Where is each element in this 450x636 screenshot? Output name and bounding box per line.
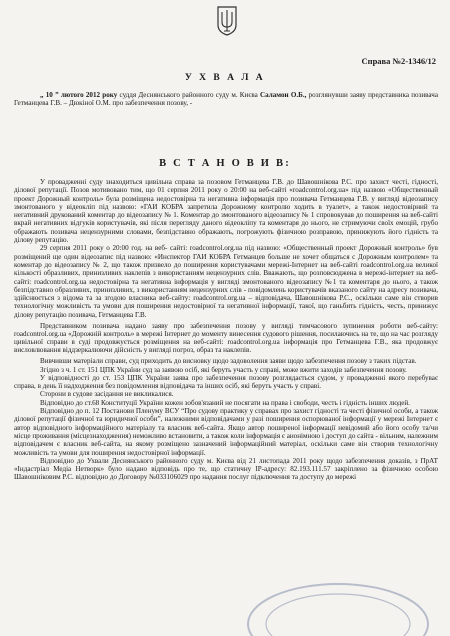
trident-emblem-icon: [216, 4, 238, 36]
paragraph: Відповідно до ст.68 Конституції України кожен зобов'язаний не посягати на права і свободи, честь і гідність інших людей.: [40, 398, 410, 407]
judge-name: Саламон О.Б.,: [260, 91, 307, 99]
ruling-body: [14, 178, 438, 482]
paragraph: Відповідно до п. 12 Постанови Пленуму ВСУ “Про судову практику у справах про захист гідності та честі фізичної особи, а також ділової репутації фізичної та юридичної особи”, належними відповідачами у разі поширення оспорюваної інформації у мережі Інтернет є автор відповідного інформаційного матеріалу та власник веб-сайта. Якщо автор поширеної інформації невідомий або його особу та/чи місце проживання (місцезнаходження) неможливо встановити, а також коли інформація є анонімною і доступ до сайта - вільним, належним відповідачем є власник веб-сайта, на якому розміщено зазначений інформаційний матеріал, оскільки саме він створив технологічну можливість та умови для поширення недостовірної інформації.: [14, 407, 438, 457]
case-number: Справа №2-1346/12: [361, 56, 436, 66]
document-title: У Х В А Л А: [184, 73, 266, 83]
paragraph: 29 серпня 2011 року о 20:00 год. на веб- сайті: roadcontrol.org.ua під назвою: «Общественный проект Дорожный контроль» був розміщений ще один відеозапис під назвою: «Инспектор ГАИ КОБРА Гетманцев больше не хочет общаться с Дорожным контролем» та коментар до відеозапису № 2, що також призвело до поширення користувачами мережі-Інтернет на веб-сайті roadcontrol.org.ua великої кількості образливих, принизливих наклепів з використанням нецензурних слів. Вважають, що розповсюджена в мережі-інтернет на веб-сайті: roadcontrol.org.ua недостовірна та негативна інформація у вигляді змонтованого відеозапису №1 та коментаря до нього, а також безпідставно образливих, принизливих, з використанням нецензурних слів - повідомлень користувачів вказаного сайту на адресу позивача, здійснюється з відома та за згодою власника веб-сайту: roadcontrol.org.ua – відповідача, Шавошнікова Р.С., оскільки саме він створив технологічну можливість та умови для поширення недостовірної та негативної інформації, такої, що ганьбить гідність, честь, принижує ділову репутацію позивача, Гетманцева Г.В.: [14, 244, 438, 319]
intro-text-a: суддя Деснянського районного суду м. Києва: [117, 91, 261, 99]
paragraph: Сторони в судове засідання не викликалися.: [40, 390, 174, 399]
paragraph: У провадженні суду знаходиться цивільна справа за позовом Гетманцева Г.В. до Шавошнікова Р.С. про захист честі, гідності, ділової репутації. Позов мотивовано тим, що 01 серпня 2011 року о 20:00 на веб-сайті «roadcontrol.org.ua» під назвою «Общественный проект Дорожный контроль» була розміщена недостовірна та негативна інформація про позивача Гетманцева Г.В. у вигляді відеозапису змонтованого у відеокліп під назвою: «ГАИ КОБРА запретила Дорожному контролю ходить в туалет», а також недостовірний та негативний друкований коментар до відеозапису № 1. Коментар до змонтованого відеозапису № 1 спровокував до поширення на веб-сайті вкрай негативних відгуків користувачів, які після перегляду даного відеокліпу та коментаря до нього, не стримуючи своїх емоцій, грубо ображають позивача нецензурними словами, безпідставно ображають, погрожують фізичною розправою, принижують його гідність та ділову репутацію.: [14, 178, 438, 245]
intro-paragraph: [14, 91, 438, 108]
paragraph: Згідно з ч. 1 ст. 151 ЦПК України суд за заявою осіб, які беруть участь у справі, може вжити заходів забезпечення позову.: [40, 365, 407, 374]
paragraph: Вивчивши матеріали справи, суд приходить до висновку щодо задоволення заяви щодо забезпечення позову з таких підстав.: [40, 357, 417, 366]
intro-text-b: розглянувши заяву представника позивача Гетманцева Г.В. – Дюкіної О.М. про забезпечення позову, -: [14, 91, 439, 108]
section-title: В С Т А Н О В И В:: [159, 158, 291, 169]
ruling-date: „ 10 ” лютого 2012 року: [40, 91, 118, 99]
paragraph: Відповідно до Ухвали Деснянського районного суду м. Києва від 21 листопада 2011 року щодо забезпечення доказів, з ПрАТ «Індастріал Медіа Нетворк» було надано відповідь про те, що статичну IP-адресу: 82.193.111.57 закріплено за фізичною особою Шавошніковим Р.С. відповідно до Договору №033106029 про надання послуг підключення та доступу до мережі: [14, 456, 438, 482]
paragraph: Представником позивача надано заяву про забезпечення позову у вигляді тимчасового зупинення роботи веб-сайту: roadcontrol.org.ua «Дорожній контроль» в мережі Інтернет до моменту винесення судового рішення, посилаючись на те, що на час розгляду цивільної справи в суді продовжується розміщення на веб-сайті: roadcontrol.org.ua інформація про Гетманцева Г.В., яка продовжує висловлювання віддзеркалюючи дійсність у вигляді погроз, образ та наклепів.: [14, 321, 438, 355]
court-stamp-icon: [238, 576, 438, 636]
paragraph: У відповідності до ст. 153 ЦПК України заява про забезпечення позову розглядається судом, у провадженні якого перебуває справа, в день її надходження без повідомлення відповідача та інших осіб, які беруть участь у справі.: [14, 373, 438, 391]
